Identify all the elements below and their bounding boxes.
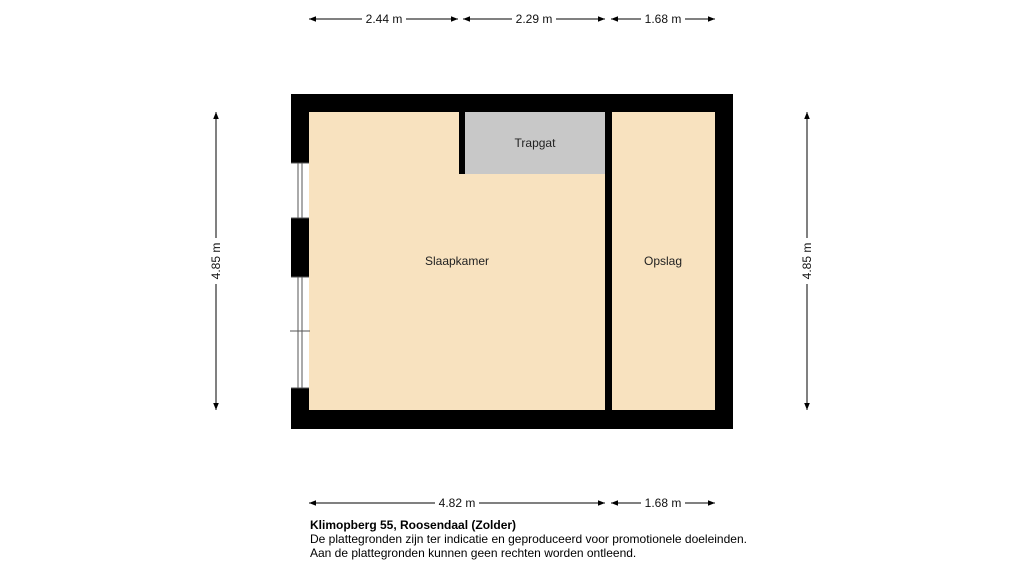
room-label-storage: Opslag — [643, 254, 683, 268]
room-label-stairwell: Trapgat — [514, 136, 556, 150]
dimension-top-2: 2.29 m — [515, 12, 553, 26]
dimension-top — [309, 12, 715, 26]
plan-caption — [310, 518, 747, 560]
disclaimer-line-1: De plattegronden zijn ter indicatie en geproduceerd voor promotionele doeleinden. — [310, 532, 747, 546]
window-lower — [290, 277, 310, 388]
dimension-left-label: 4.85 m — [209, 242, 223, 280]
dimension-bottom-2: 1.68 m — [644, 496, 682, 510]
window-upper — [291, 163, 309, 218]
dimension-top-1: 2.44 m — [365, 12, 403, 26]
dimension-left — [209, 112, 223, 410]
disclaimer-line-2: Aan de plattegronden kunnen geen rechten worden ontleend. — [310, 546, 637, 560]
dimension-bottom — [309, 496, 715, 510]
dimension-right-label: 4.85 m — [800, 242, 814, 280]
dimension-right — [800, 112, 814, 410]
room-label-bedroom: Slaapkamer — [424, 254, 490, 268]
dimension-bottom-1: 4.82 m — [438, 496, 476, 510]
dimension-top-3: 1.68 m — [644, 12, 682, 26]
plan-title: Klimopberg 55, Roosendaal (Zolder) — [310, 518, 517, 532]
